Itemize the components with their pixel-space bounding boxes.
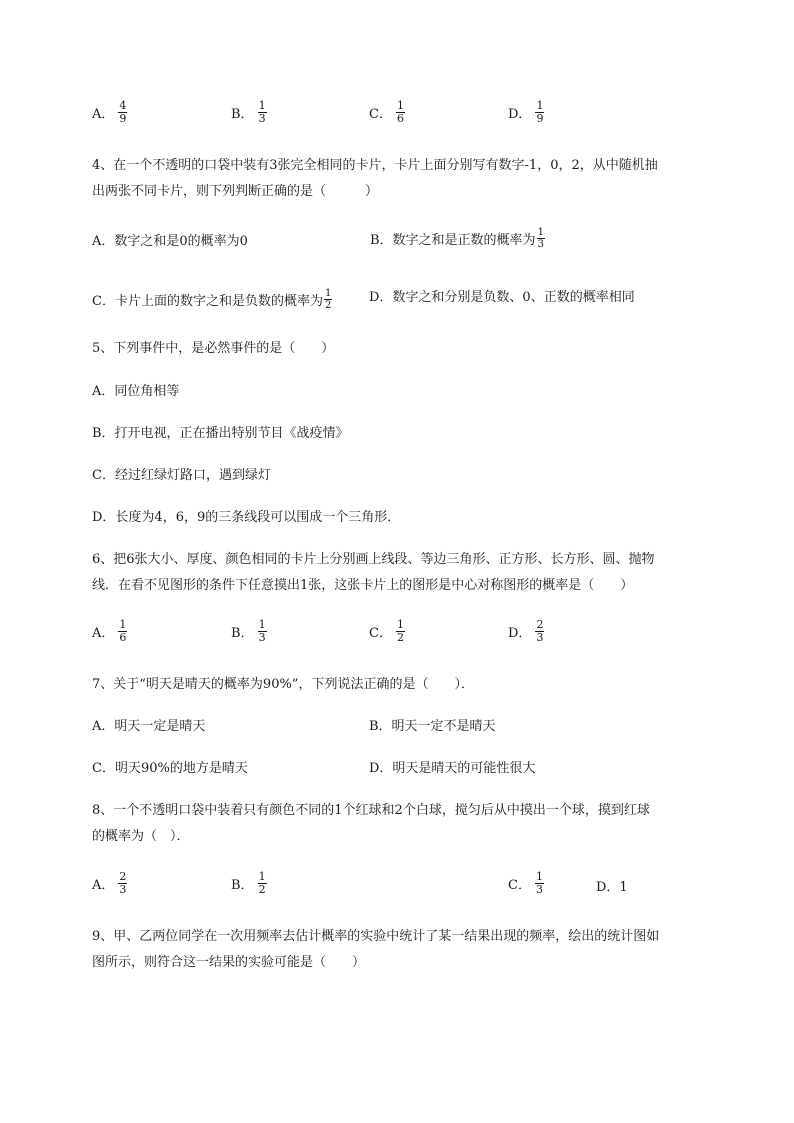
q4-option-a: A．数字之和是0的概率为0 <box>92 234 248 249</box>
fraction: $\frac{1}{3}$ <box>535 870 543 896</box>
fraction: $\frac{4}{9}$ <box>119 99 127 125</box>
q3-option-c: C． $\frac{1}{6}$ <box>369 99 404 125</box>
q7-option-b: B．明天一定不是晴天 <box>369 719 496 734</box>
q4-option-d: D．数字之和分别是负数、0、正数的概率相同 <box>369 290 635 305</box>
q8-option-b: B． $\frac{1}{2}$ <box>231 870 266 896</box>
q7-option-a: A．明天一定是晴天 <box>92 719 206 734</box>
fraction: $\frac{1}{3}$ <box>258 99 266 125</box>
q6-option-d: D． $\frac{2}{3}$ <box>508 618 544 644</box>
q5-option-d: D．长度为4，6，9的三条线段可以围成一个三角形． <box>92 510 401 525</box>
q3-option-d: D． $\frac{1}{9}$ <box>508 99 544 125</box>
q8-stem-line2: 的概率为（ ）． <box>92 829 190 844</box>
fraction: $\frac{1}{2}$ <box>324 288 332 311</box>
q8-stem-line1: 8、一个不透明口袋中装着只有颜色不同的1个红球和2个白球，搅匀后从中摸出一个球，摸到红球 <box>92 803 650 818</box>
q6-option-c: C． $\frac{1}{2}$ <box>369 618 404 644</box>
fraction: $\frac{2}{3}$ <box>119 870 127 896</box>
q4-stem-line2: 出两张不同卡片，则下列判断正确的是（ ） <box>92 184 379 199</box>
q5-option-b: B．打开电视，正在播出特别节目《战疫情》 <box>92 426 349 441</box>
fraction: $\frac{1}{2}$ <box>258 870 266 896</box>
q6-option-b: B． $\frac{1}{3}$ <box>231 618 266 644</box>
fraction: $\frac{1}{9}$ <box>536 99 544 125</box>
q5-option-c: C．经过红绿灯路口，遇到绿灯 <box>92 468 271 483</box>
q7-option-d: D．明天是晴天的可能性很大 <box>369 761 536 776</box>
q9-stem-line1: 9、甲、乙两位同学在一次用频率去估计概率的实验中统计了某一结果出现的频率，绘出的统计图如 <box>92 929 660 944</box>
q3-option-a: A． $\frac{4}{9}$ <box>92 99 127 125</box>
q7-option-c: C．明天90%的地方是晴天 <box>92 761 248 776</box>
q6-stem-line1: 6、把6张大小、厚度、颜色相同的卡片上分别画上线段、等边三角形、正方形、长方形、圆、抛物 <box>92 552 655 567</box>
fraction: $\frac{1}{2}$ <box>396 618 404 644</box>
q8-option-d: D．1 <box>596 880 628 895</box>
q6-stem-line2: 线．在看不见图形的条件下任意摸出1张，这张卡片上的图形是中心对称图形的概率是（ ） <box>92 578 634 593</box>
q4-option-b: B．数字之和是正数的概率为 $\frac{1}{3}$ <box>370 227 544 250</box>
q4-option-c: C．卡片上面的数字之和是负数的概率为 $\frac{1}{2}$ <box>92 288 332 311</box>
q3-option-b: B． $\frac{1}{3}$ <box>231 99 266 125</box>
fraction: $\frac{1}{6}$ <box>396 99 404 125</box>
q9-stem-line2: 图所示，则符合这一结果的实验可能是（ ） <box>92 955 366 970</box>
fraction: $\frac{1}{3}$ <box>258 618 266 644</box>
q6-option-a: A． $\frac{1}{6}$ <box>92 618 127 644</box>
q8-option-a: A． $\frac{2}{3}$ <box>92 870 127 896</box>
fraction: $\frac{2}{3}$ <box>536 618 544 644</box>
q5-option-a: A．同位角相等 <box>92 384 180 399</box>
q8-option-c: C． $\frac{1}{3}$ <box>508 870 543 896</box>
q7-stem: 7、关于“明天是晴天的概率为90%”，下列说法正确的是（ ）． <box>92 677 474 692</box>
fraction: $\frac{1}{3}$ <box>537 227 544 250</box>
q5-stem: 5、下列事件中，是必然事件的是（ ） <box>92 341 335 356</box>
q4-stem-line1: 4、在一个不透明的口袋中装有3张完全相同的卡片，卡片上面分别写有数字-1，0，2，从中随机抽 <box>92 158 658 173</box>
fraction: $\frac{1}{6}$ <box>119 618 127 644</box>
